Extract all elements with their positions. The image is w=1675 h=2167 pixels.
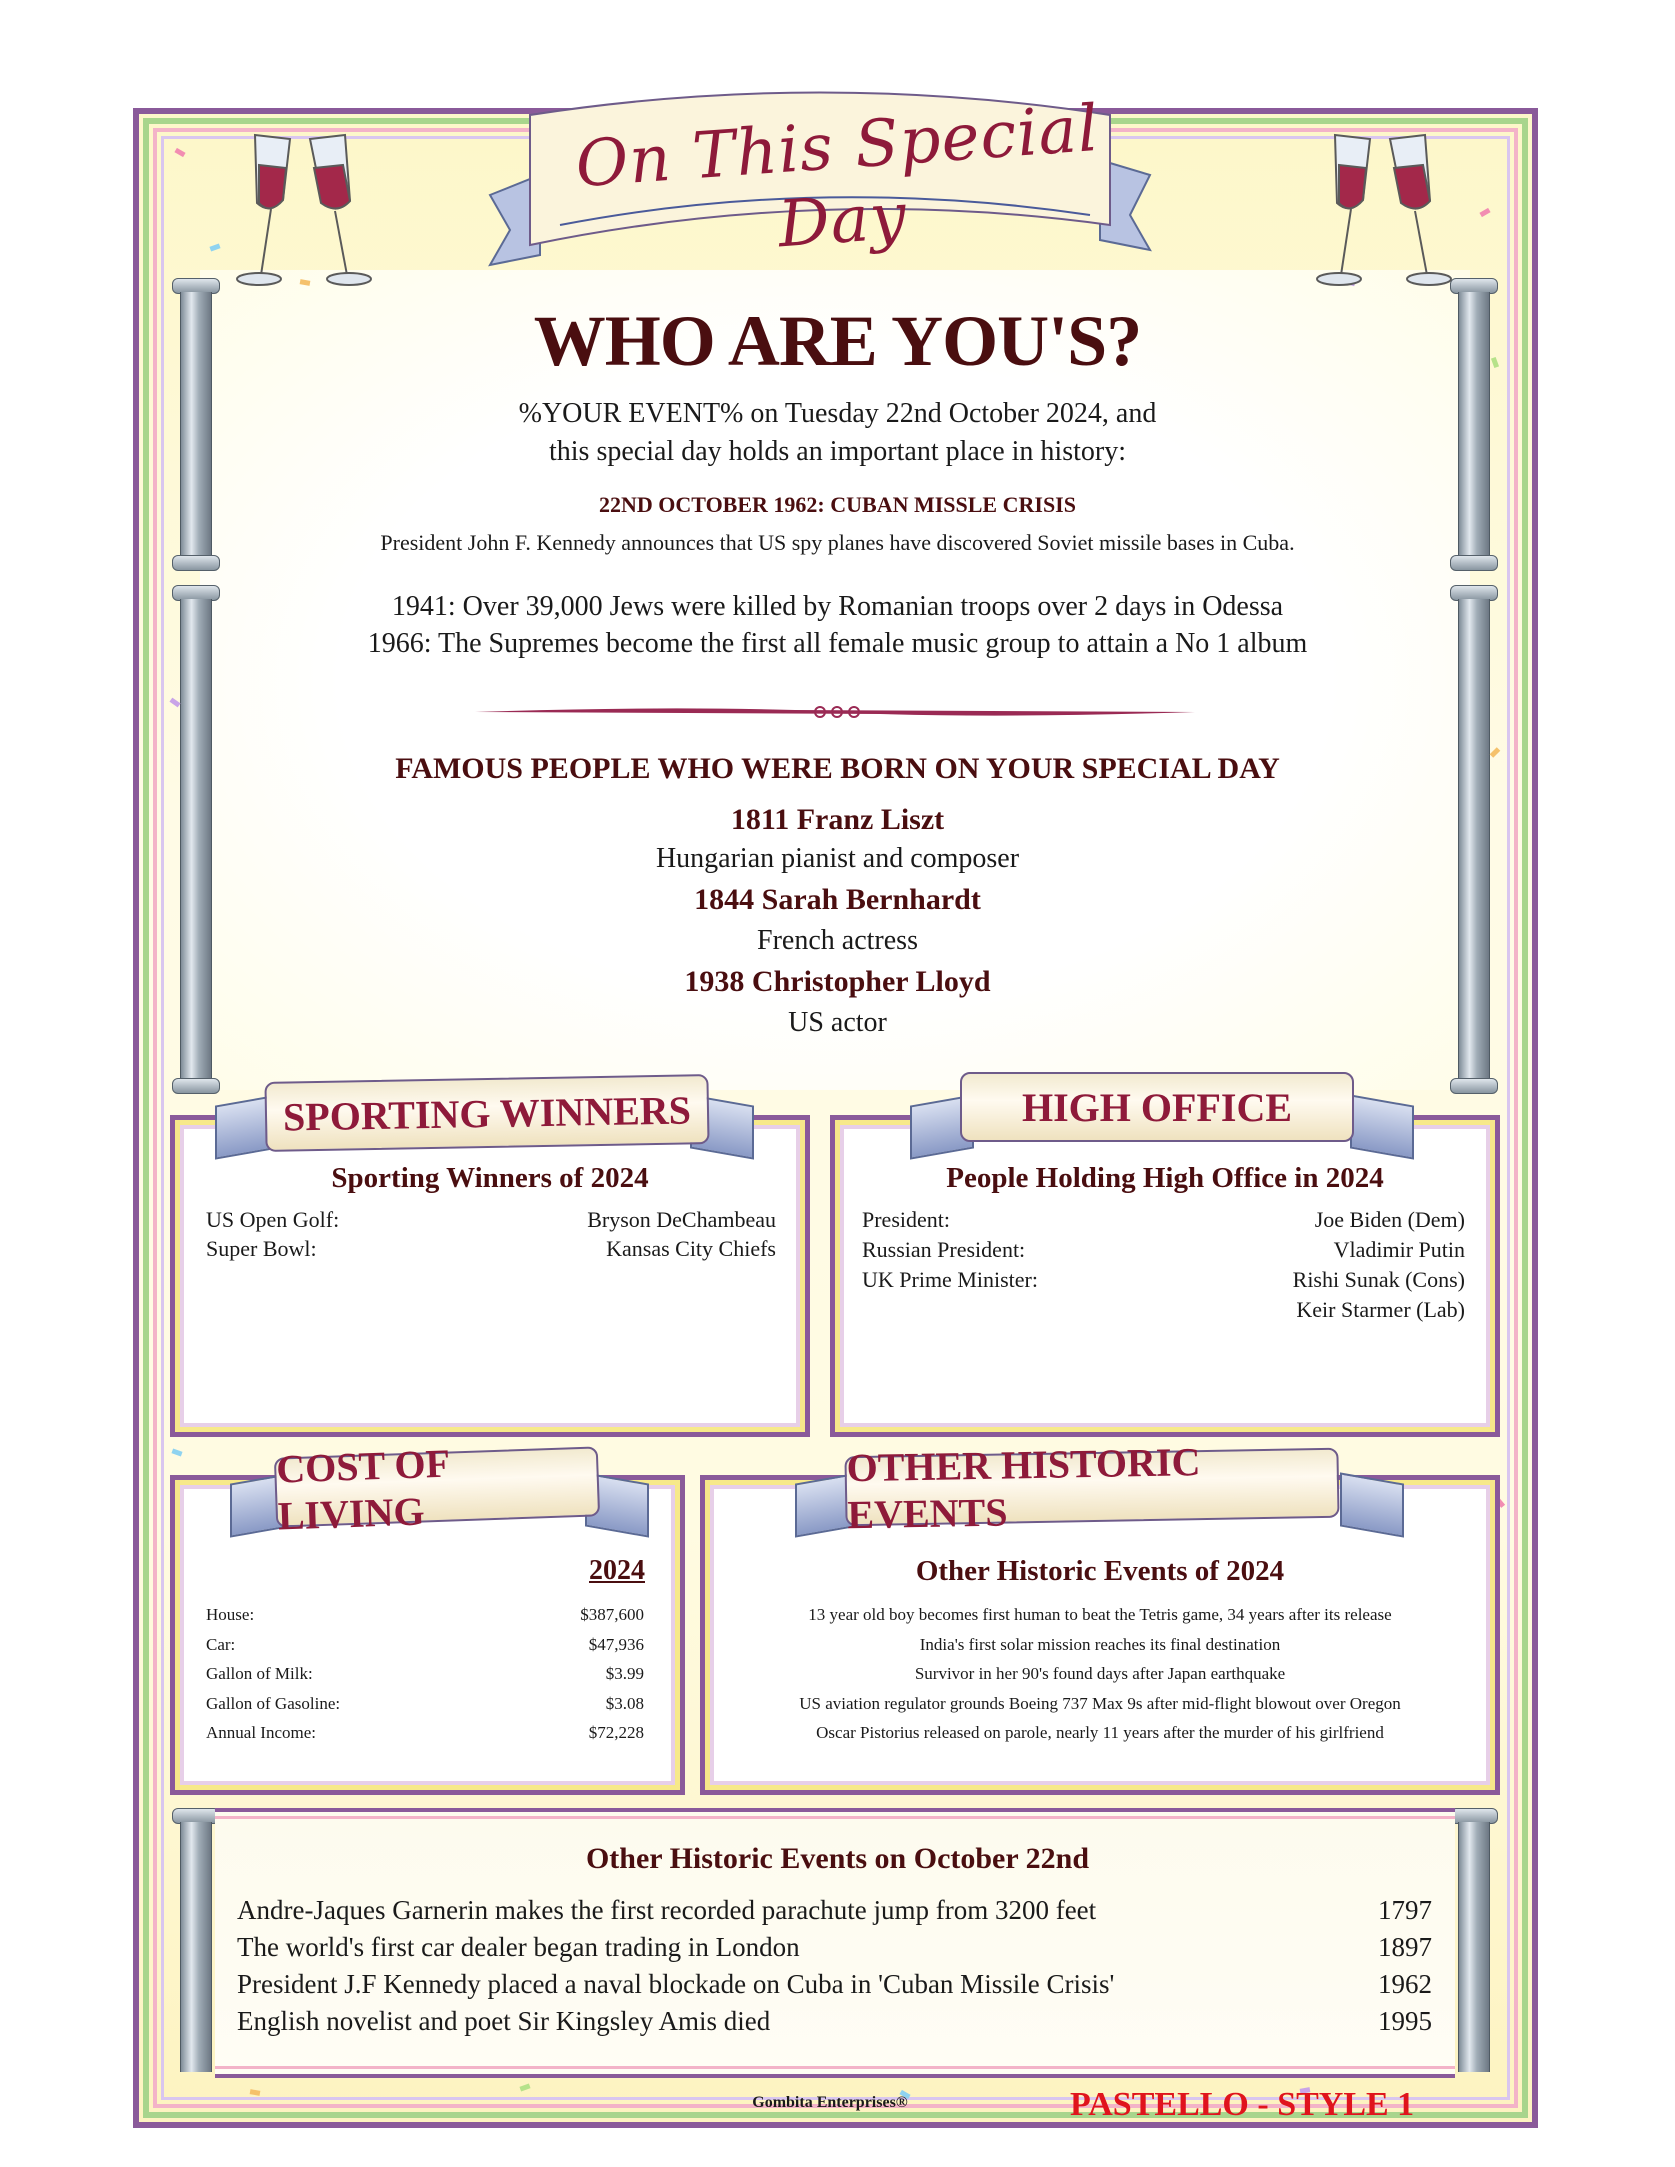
ribbon-tail — [1340, 1472, 1404, 1537]
list-item: 1966: The Supremes become the first all female music group to attain a No 1 album — [367, 628, 1308, 659]
champagne-glasses-icon — [215, 125, 385, 300]
cost-year: 2024 — [589, 1555, 645, 1586]
high-office-labels — [862, 1205, 1162, 1295]
ribbon-tail — [1350, 1094, 1414, 1159]
footer-credit: Gombita Enterprises® — [752, 2094, 908, 2111]
row-label: Gallon of Gasoline: — [206, 1693, 341, 1713]
right-pillar-upper — [1458, 292, 1490, 557]
table-row — [237, 2003, 1432, 2040]
left-pillar-bottom — [180, 1822, 212, 2072]
pillar-cap — [1450, 1078, 1498, 1094]
table-row — [206, 1718, 644, 1748]
event-text: English novelist and poet Sir Kingsley Amis died — [237, 2006, 771, 2036]
row-label: Gallon of Milk: — [206, 1664, 313, 1683]
event-text: Andre-Jaques Garnerin makes the first recorded parachute jump from 3200 feet — [237, 1895, 1097, 1925]
event-year: 1797 — [1378, 1895, 1432, 1925]
row-value: Bryson DeChambeau — [587, 1207, 776, 1232]
table-row — [237, 1892, 1432, 1929]
high-office-title: People Holding High Office in 2024 — [946, 1162, 1384, 1194]
person-name: 1844 Sarah Bernhardt — [694, 883, 981, 916]
pillar-cap — [172, 555, 220, 571]
high-office-values — [1165, 1205, 1465, 1325]
office-value: Joe Biden (Dem) — [1314, 1207, 1465, 1232]
intro-line-2: this special day holds an important place in history: — [549, 436, 1126, 467]
page-title: WHO ARE YOU'S? — [533, 301, 1142, 381]
table-row — [206, 1600, 644, 1630]
person-desc: US actor — [788, 1007, 887, 1038]
cost-of-living-banner: COST OF LIVING — [274, 1446, 600, 1527]
historic-2024-list — [720, 1600, 1480, 1748]
row-label: House: — [206, 1605, 255, 1624]
divider — [215, 1816, 1455, 1819]
event-year: 1962 — [1378, 1969, 1432, 1999]
person-desc: Hungarian pianist and composer — [655, 843, 1020, 874]
historic-2024-banner: OTHER HISTORIC EVENTS — [844, 1448, 1339, 1527]
sporting-title: Sporting Winners of 2024 — [331, 1162, 649, 1194]
ornamental-divider — [475, 700, 1200, 724]
table-row — [237, 1929, 1432, 1966]
row-value: $3.99 — [605, 1664, 644, 1683]
event-text: President J.F Kennedy placed a naval blockade on Cuba in 'Cuban Missile Crisis' — [237, 1969, 1115, 1999]
featured-event-heading: 22ND OCTOBER 1962: CUBAN MISSLE CRISIS — [599, 492, 1076, 517]
october-title: Other Historic Events on October 22nd — [585, 1842, 1090, 1875]
script-title: On This Special Day — [573, 91, 1102, 263]
table-row — [206, 1659, 644, 1689]
famous-people-list — [400, 800, 1275, 1042]
row-label: Annual Income: — [206, 1723, 316, 1742]
intro-text — [300, 395, 1375, 471]
table-row — [206, 1689, 644, 1719]
row-value: $387,600 — [580, 1605, 644, 1624]
historic-2024-title: Other Historic Events of 2024 — [915, 1555, 1285, 1587]
row-label: Super Bowl: — [206, 1236, 317, 1261]
right-pillar-lower — [1458, 599, 1490, 1079]
table-row — [206, 1630, 644, 1660]
cost-table — [206, 1600, 644, 1748]
sporting-table — [206, 1205, 776, 1263]
list-item: India's first solar mission reaches its final destination — [919, 1634, 1281, 1654]
left-pillar-lower — [180, 599, 212, 1079]
row-label: US Open Golf: — [206, 1207, 340, 1232]
style-label: PASTELLO - STYLE 1 — [1070, 2086, 1415, 2123]
event-year: 1995 — [1378, 2006, 1432, 2036]
event-year: 1897 — [1378, 1932, 1432, 1962]
champagne-glasses-icon — [1295, 125, 1465, 300]
person-name: 1811 Franz Liszt — [730, 803, 945, 836]
event-text: The world's first car dealer began trading in London — [237, 1932, 800, 1962]
pillar-cap — [1450, 555, 1498, 571]
office-value: Keir Starmer (Lab) — [1296, 1297, 1465, 1322]
october-table — [237, 1892, 1432, 2040]
office-value: Rishi Sunak (Cons) — [1292, 1267, 1465, 1292]
row-value: $47,936 — [588, 1634, 644, 1654]
row-value: $3.08 — [605, 1693, 644, 1713]
divider — [215, 2066, 1455, 2069]
sporting-banner: SPORTING WINNERS — [264, 1074, 709, 1152]
other-events-list — [230, 588, 1445, 662]
left-pillar-upper — [180, 292, 212, 557]
pillar-cap — [172, 1078, 220, 1094]
intro-line-1: %YOUR EVENT% on Tuesday 22nd October 2024, and — [518, 398, 1157, 429]
row-label: Car: — [206, 1634, 236, 1654]
right-pillar-bottom — [1458, 1822, 1490, 2072]
list-item: 13 year old boy becomes first human to beat the Tetris game, 34 years after its release — [808, 1605, 1392, 1624]
list-item: US aviation regulator grounds Boeing 737 Max 9s after mid-flight blowout over Oregon — [799, 1693, 1401, 1713]
famous-heading: FAMOUS PEOPLE WHO WERE BORN ON YOUR SPECIAL DAY — [395, 752, 1280, 785]
featured-event-text: President John F. Kennedy announces that US spy planes have discovered Soviet missile bases in Cuba. — [380, 530, 1295, 555]
person-desc: French actress — [757, 925, 918, 956]
high-office-banner: HIGH OFFICE — [960, 1072, 1354, 1142]
list-item: 1941: Over 39,000 Jews were killed by Romanian troops over 2 days in Odessa — [391, 591, 1284, 622]
row-value: $72,228 — [588, 1723, 644, 1742]
table-row — [237, 1966, 1432, 2003]
person-name: 1938 Christopher Lloyd — [684, 965, 991, 998]
table-row — [206, 1205, 776, 1234]
table-row — [206, 1234, 776, 1263]
office-label: Russian President: — [862, 1237, 1026, 1262]
office-value: Vladimir Putin — [1333, 1237, 1465, 1262]
list-item: Oscar Pistorius released on parole, nearly 11 years after the murder of his girlfriend — [816, 1723, 1384, 1742]
list-item: Survivor in her 90's found days after Japan earthquake — [914, 1664, 1286, 1683]
office-label: UK Prime Minister: — [862, 1267, 1038, 1292]
office-label: President: — [862, 1207, 950, 1232]
row-value: Kansas City Chiefs — [606, 1236, 776, 1261]
